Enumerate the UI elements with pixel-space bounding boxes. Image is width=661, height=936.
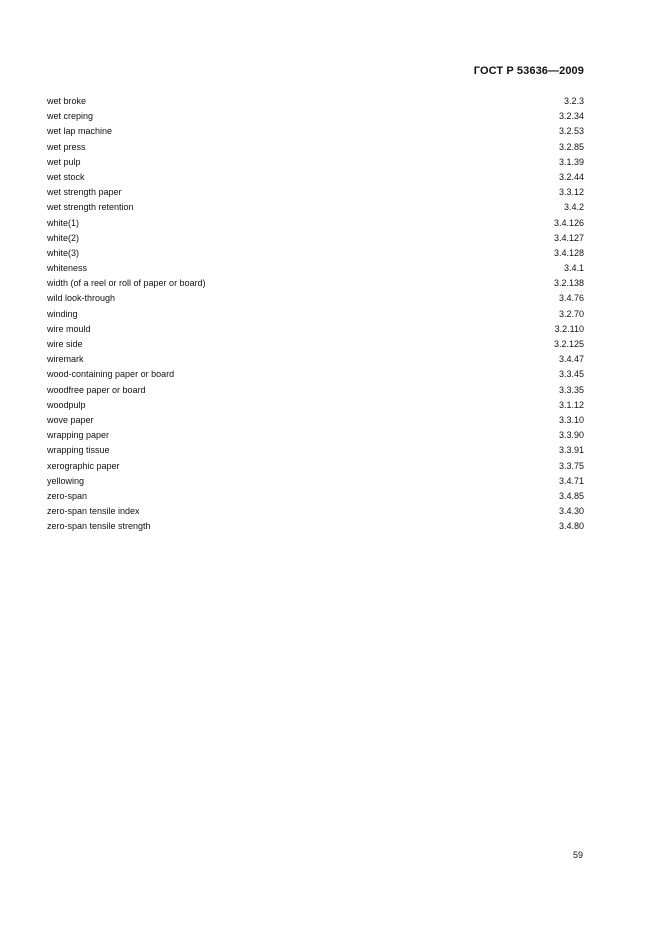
index-entry xyxy=(47,109,584,124)
index-entry xyxy=(47,489,584,504)
index-term: wire mould xyxy=(47,323,91,334)
index-reference: 3.2.110 xyxy=(554,323,584,334)
index-entry xyxy=(47,276,584,291)
index-entry xyxy=(47,291,584,306)
index-term: wire side xyxy=(47,339,83,349)
index-entry xyxy=(47,474,584,489)
index-entry xyxy=(47,155,584,170)
index-entry xyxy=(47,352,584,367)
index-term: wet strength paper xyxy=(47,187,122,198)
index-reference: 3.1.39 xyxy=(558,156,584,167)
index-reference: 3.2.125 xyxy=(553,339,584,349)
index-entry xyxy=(47,322,584,337)
index-reference: 3.4.76 xyxy=(558,293,584,304)
index-reference: 3.4.127 xyxy=(553,232,584,243)
index-entry xyxy=(47,94,584,109)
document-header: ГОСТ Р 53636—2009 xyxy=(473,65,584,77)
index-entry xyxy=(47,124,584,139)
index-term: wrapping tissue xyxy=(47,445,110,456)
index-entry xyxy=(47,261,584,276)
index-entry xyxy=(47,170,584,185)
index-reference: 3.3.90 xyxy=(558,430,584,441)
index-term: zero-span tensile strength xyxy=(47,521,151,532)
index-entry xyxy=(47,216,584,231)
index-term: wet creping xyxy=(47,111,94,122)
page-number: 59 xyxy=(572,850,583,860)
index-reference: 3.2.53 xyxy=(558,126,584,137)
index-term: zero-span xyxy=(47,490,88,501)
index-reference: 3.4.30 xyxy=(558,506,584,517)
index-term: wet lap machine xyxy=(47,126,113,137)
index-reference: 3.4.2 xyxy=(563,202,584,213)
index-reference: 3.2.3 xyxy=(563,96,584,106)
index-entry xyxy=(47,307,584,322)
index-reference: 3.3.45 xyxy=(558,369,584,380)
index-reference: 3.3.91 xyxy=(558,445,584,456)
index-entry xyxy=(47,185,584,200)
index-term: white(1) xyxy=(47,217,80,228)
index-term: wiremark xyxy=(47,354,84,365)
index-entry xyxy=(47,519,584,534)
index-entry xyxy=(47,443,584,458)
index-entry xyxy=(47,337,584,352)
index-term: width (of a reel or roll of paper or board) xyxy=(47,278,206,289)
index-term: wet broke xyxy=(47,96,87,106)
index-term: white(2) xyxy=(47,232,80,243)
index-term: wet strength retention xyxy=(47,202,134,213)
index-entry xyxy=(47,383,584,398)
index-entry xyxy=(47,428,584,443)
index-term: xerographic paper xyxy=(47,460,120,471)
index-reference: 3.2.70 xyxy=(558,308,584,319)
index-entry xyxy=(47,140,584,155)
index-reference: 3.3.35 xyxy=(558,384,584,395)
index-term: woodpulp xyxy=(47,399,86,410)
index-reference: 3.4.126 xyxy=(553,217,584,228)
index-reference: 3.2.85 xyxy=(558,141,584,152)
index-term: white(3) xyxy=(47,247,80,258)
index-reference: 3.3.10 xyxy=(558,414,584,425)
index-term: wild look-through xyxy=(47,293,116,304)
index-term: wrapping paper xyxy=(47,430,110,441)
index-reference: 3.2.34 xyxy=(558,111,584,122)
index-term: wood-containing paper or board xyxy=(47,369,175,380)
index-term: zero-span tensile index xyxy=(47,506,140,517)
term-index-list xyxy=(47,94,584,534)
index-reference: 3.4.47 xyxy=(558,354,584,365)
index-entry xyxy=(47,246,584,261)
index-reference: 3.2.44 xyxy=(558,171,584,182)
index-reference: 3.3.12 xyxy=(558,187,584,198)
index-entry xyxy=(47,459,584,474)
index-entry xyxy=(47,367,584,382)
index-term: whiteness xyxy=(47,263,88,274)
index-entry xyxy=(47,398,584,413)
index-term: wet stock xyxy=(47,171,85,182)
index-reference: 3.4.80 xyxy=(558,521,584,532)
index-term: wet pulp xyxy=(47,156,81,167)
index-entry xyxy=(47,200,584,215)
index-reference: 3.3.75 xyxy=(558,460,584,471)
index-reference: 3.4.85 xyxy=(558,490,584,501)
index-reference: 3.1.12 xyxy=(558,399,584,410)
index-term: woodfree paper or board xyxy=(47,384,146,395)
index-term: wove paper xyxy=(47,414,94,425)
index-reference: 3.4.71 xyxy=(558,475,584,486)
index-term: wet press xyxy=(47,141,86,152)
index-term: winding xyxy=(47,308,78,319)
index-entry xyxy=(47,504,584,519)
index-reference: 3.4.128 xyxy=(553,247,584,258)
index-reference: 3.4.1 xyxy=(563,263,584,274)
index-entry xyxy=(47,413,584,428)
index-entry xyxy=(47,231,584,246)
index-term: yellowing xyxy=(47,475,85,486)
index-reference: 3.2.138 xyxy=(553,278,584,289)
